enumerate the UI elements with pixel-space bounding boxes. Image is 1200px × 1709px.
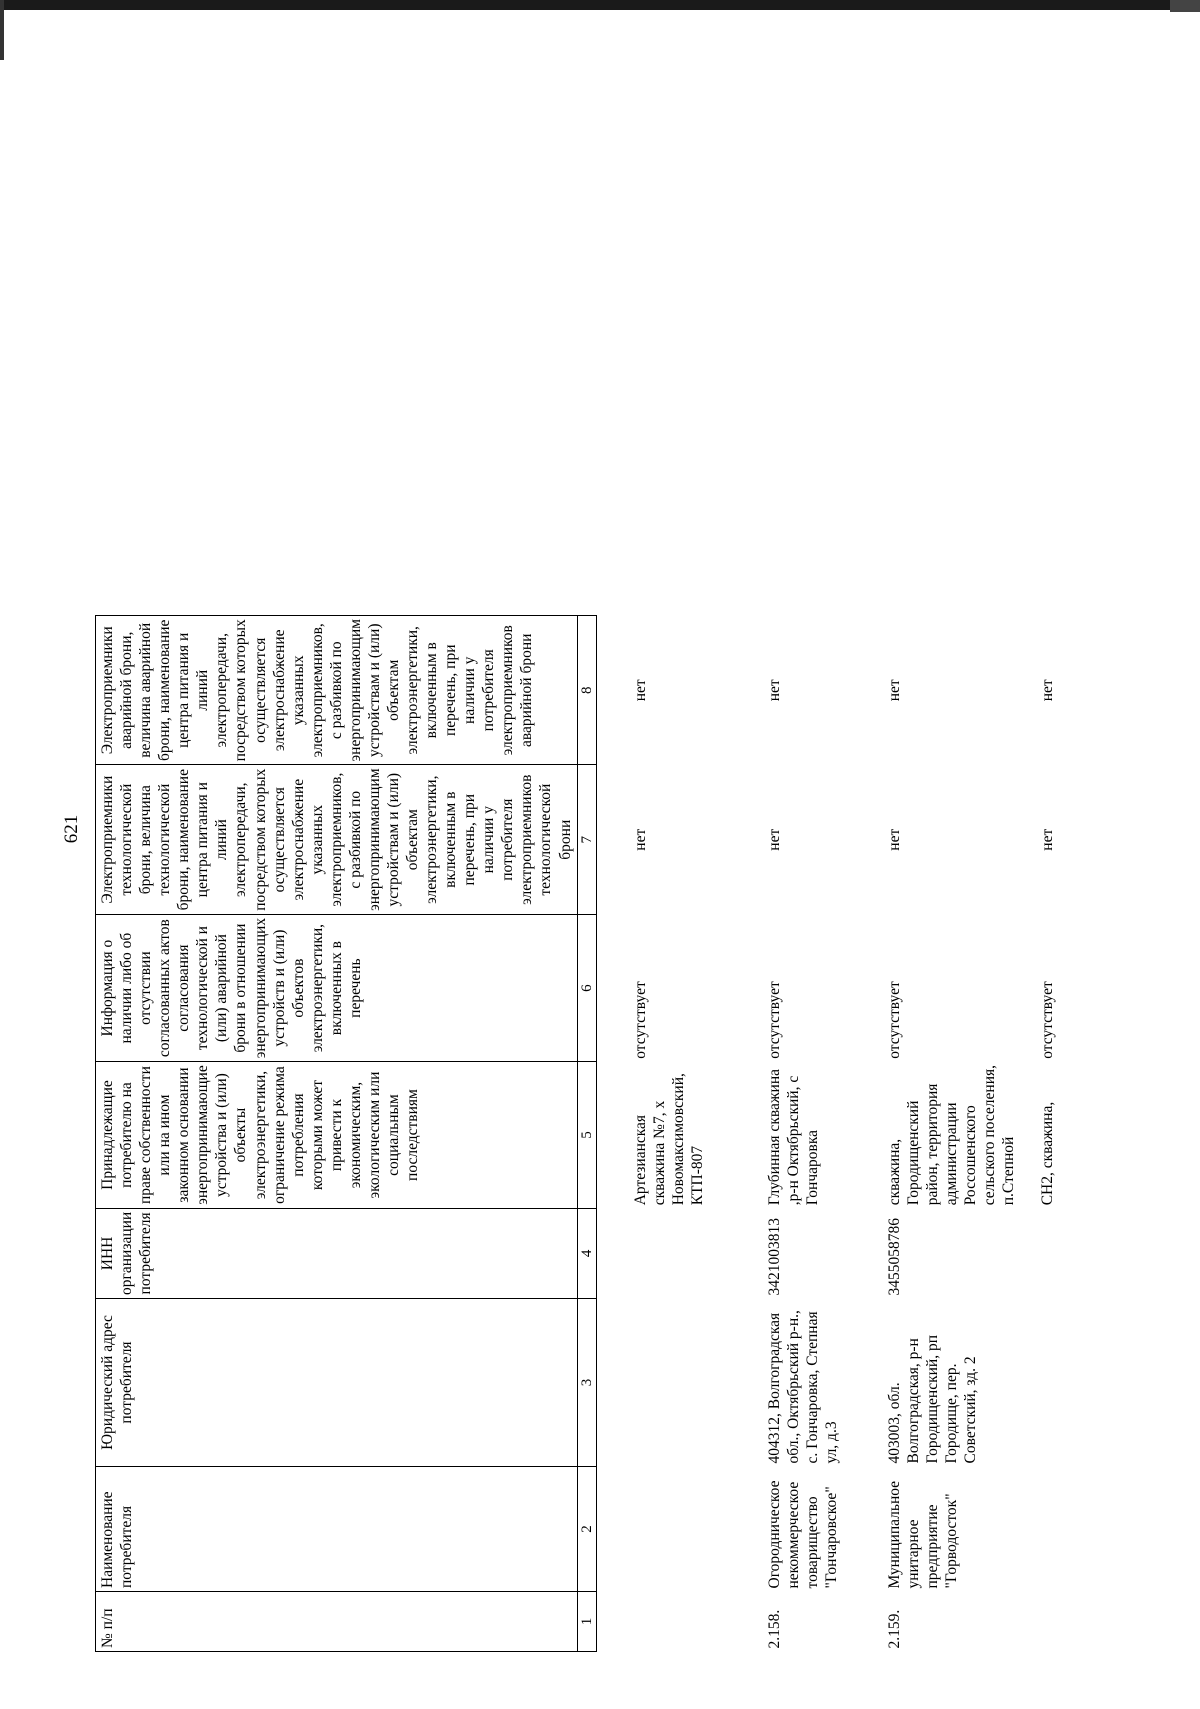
acts-info: отсутствует xyxy=(1039,981,1057,1059)
table-row xyxy=(1018,616,1078,1652)
legal-address xyxy=(1018,1299,1078,1467)
acts-info: отсутствует xyxy=(766,981,783,1059)
acts-info: отсутствует xyxy=(886,981,903,1059)
table-row xyxy=(731,616,865,1652)
header-emergency-reserve: Электроприемники аварийной брони, величина аварийной брони, наименование центра питания и линий электропередачи, посредством которых осуществляется электроснабжение указанных электроприемников, с разбивкой по энергопринимающим устройствам и (или) объектам электроэнергетики, включенным в перечень, при наличии у потребителя электроприемников аварийной брони xyxy=(96,616,578,765)
legal-address: 404312, Волгоградская обл., Октябрьский р-н., с. Гончаровка, Степная ул, д.3 xyxy=(766,1310,841,1464)
column-number: 4 xyxy=(577,1208,596,1298)
inn xyxy=(597,1208,732,1298)
emergency-reserve: нет xyxy=(1039,679,1057,702)
row-number: 2.159. xyxy=(886,1609,903,1649)
column-number: 1 xyxy=(577,1592,596,1652)
emergency-reserve: нет xyxy=(632,679,649,702)
inn: 3421003813 xyxy=(766,1218,783,1296)
device-object: Артезианская скважина №7, х Новомаксимовский, КТП-807 xyxy=(632,1073,707,1206)
page-number: 621 xyxy=(61,814,82,844)
column-number: 3 xyxy=(577,1299,596,1467)
legal-address: 403003, обл. Волгоградская, р-н Городищенский, рп Городище, пер. Советский, зд. 2 xyxy=(886,1335,980,1464)
header-tech-reserve: Электроприемники технологической брони, величина технологической брони, наименование центра питания и линий электропередачи, посредством которых осуществляется электроснабжение указанных электроприемников, с разбивкой по энергопринимающим устройствам и (или) объектам электроэнергетики, включенным в перечень, при наличии у потребителя электроприемников технологической брони xyxy=(96,765,578,914)
header-consumer-name: Наименование потребителя xyxy=(96,1467,578,1592)
device-object: Глубинная скважина ,р-н Октябрьский, с Гончаровка xyxy=(766,1068,822,1206)
device-object: скважина, Городищенский район, территория администрации Россошенского сельского поселения, п.Степной xyxy=(886,1064,1018,1206)
emergency-reserve: нет xyxy=(766,679,783,702)
consumer-table xyxy=(95,615,1078,1652)
header-acts-info: Информация о наличии либо об отсутствии согласованных актов согласования технологической и (или) аварийной брони в отношении энергопринимающих устройств и (или) объектов электроэнергетики, включенных в перечень xyxy=(96,914,578,1061)
tech-reserve: нет xyxy=(886,828,903,851)
scan-left-edge xyxy=(0,0,4,60)
inn xyxy=(1018,1208,1078,1298)
acts-info: отсутствует xyxy=(632,981,649,1059)
header-inn: ИНН организации потребителя xyxy=(96,1208,578,1298)
emergency-reserve: нет xyxy=(886,679,903,702)
device-object: СН2, скважина, xyxy=(1039,1101,1057,1206)
row-number xyxy=(1018,1592,1078,1652)
consumer-name xyxy=(597,1467,732,1592)
column-number: 7 xyxy=(577,765,596,914)
column-number: 2 xyxy=(577,1467,596,1592)
scan-top-edge xyxy=(0,0,1200,10)
tech-reserve: нет xyxy=(766,828,783,851)
tech-reserve: нет xyxy=(632,828,649,851)
table-row xyxy=(865,616,1018,1652)
consumer-name: Огородническое некоммерческое товарищество "Гончаровское" xyxy=(766,1480,841,1589)
inn: 3455058786 xyxy=(886,1218,903,1296)
row-number: 2.158. xyxy=(766,1609,783,1649)
tech-reserve: нет xyxy=(1039,828,1057,851)
column-number: 6 xyxy=(577,914,596,1061)
header-devices: Принадлежащие потребителю на праве собственности или на ином законном основании энергопринимающие устройства и (или) объекты электроэнергетики, ограничение режима потребления которыми может привести к экономическим, экологическим или социальным последствиям xyxy=(96,1062,578,1209)
column-number: 5 xyxy=(577,1062,596,1209)
header-legal-address: Юридический адрес потребителя xyxy=(96,1299,578,1467)
legal-address xyxy=(597,1299,732,1467)
column-number-row xyxy=(577,616,596,1652)
column-number: 8 xyxy=(577,616,596,765)
row-number xyxy=(597,1592,732,1652)
consumer-name xyxy=(1018,1467,1078,1592)
header-number: № п/п xyxy=(96,1592,578,1652)
rotated-sheet xyxy=(95,62,1095,1652)
scan-right-edge xyxy=(1170,0,1200,12)
table-row xyxy=(597,616,732,1652)
consumer-name: Муниципальное унитарное предприятие "Горводосток" xyxy=(886,1480,961,1589)
header-row xyxy=(96,616,578,1652)
